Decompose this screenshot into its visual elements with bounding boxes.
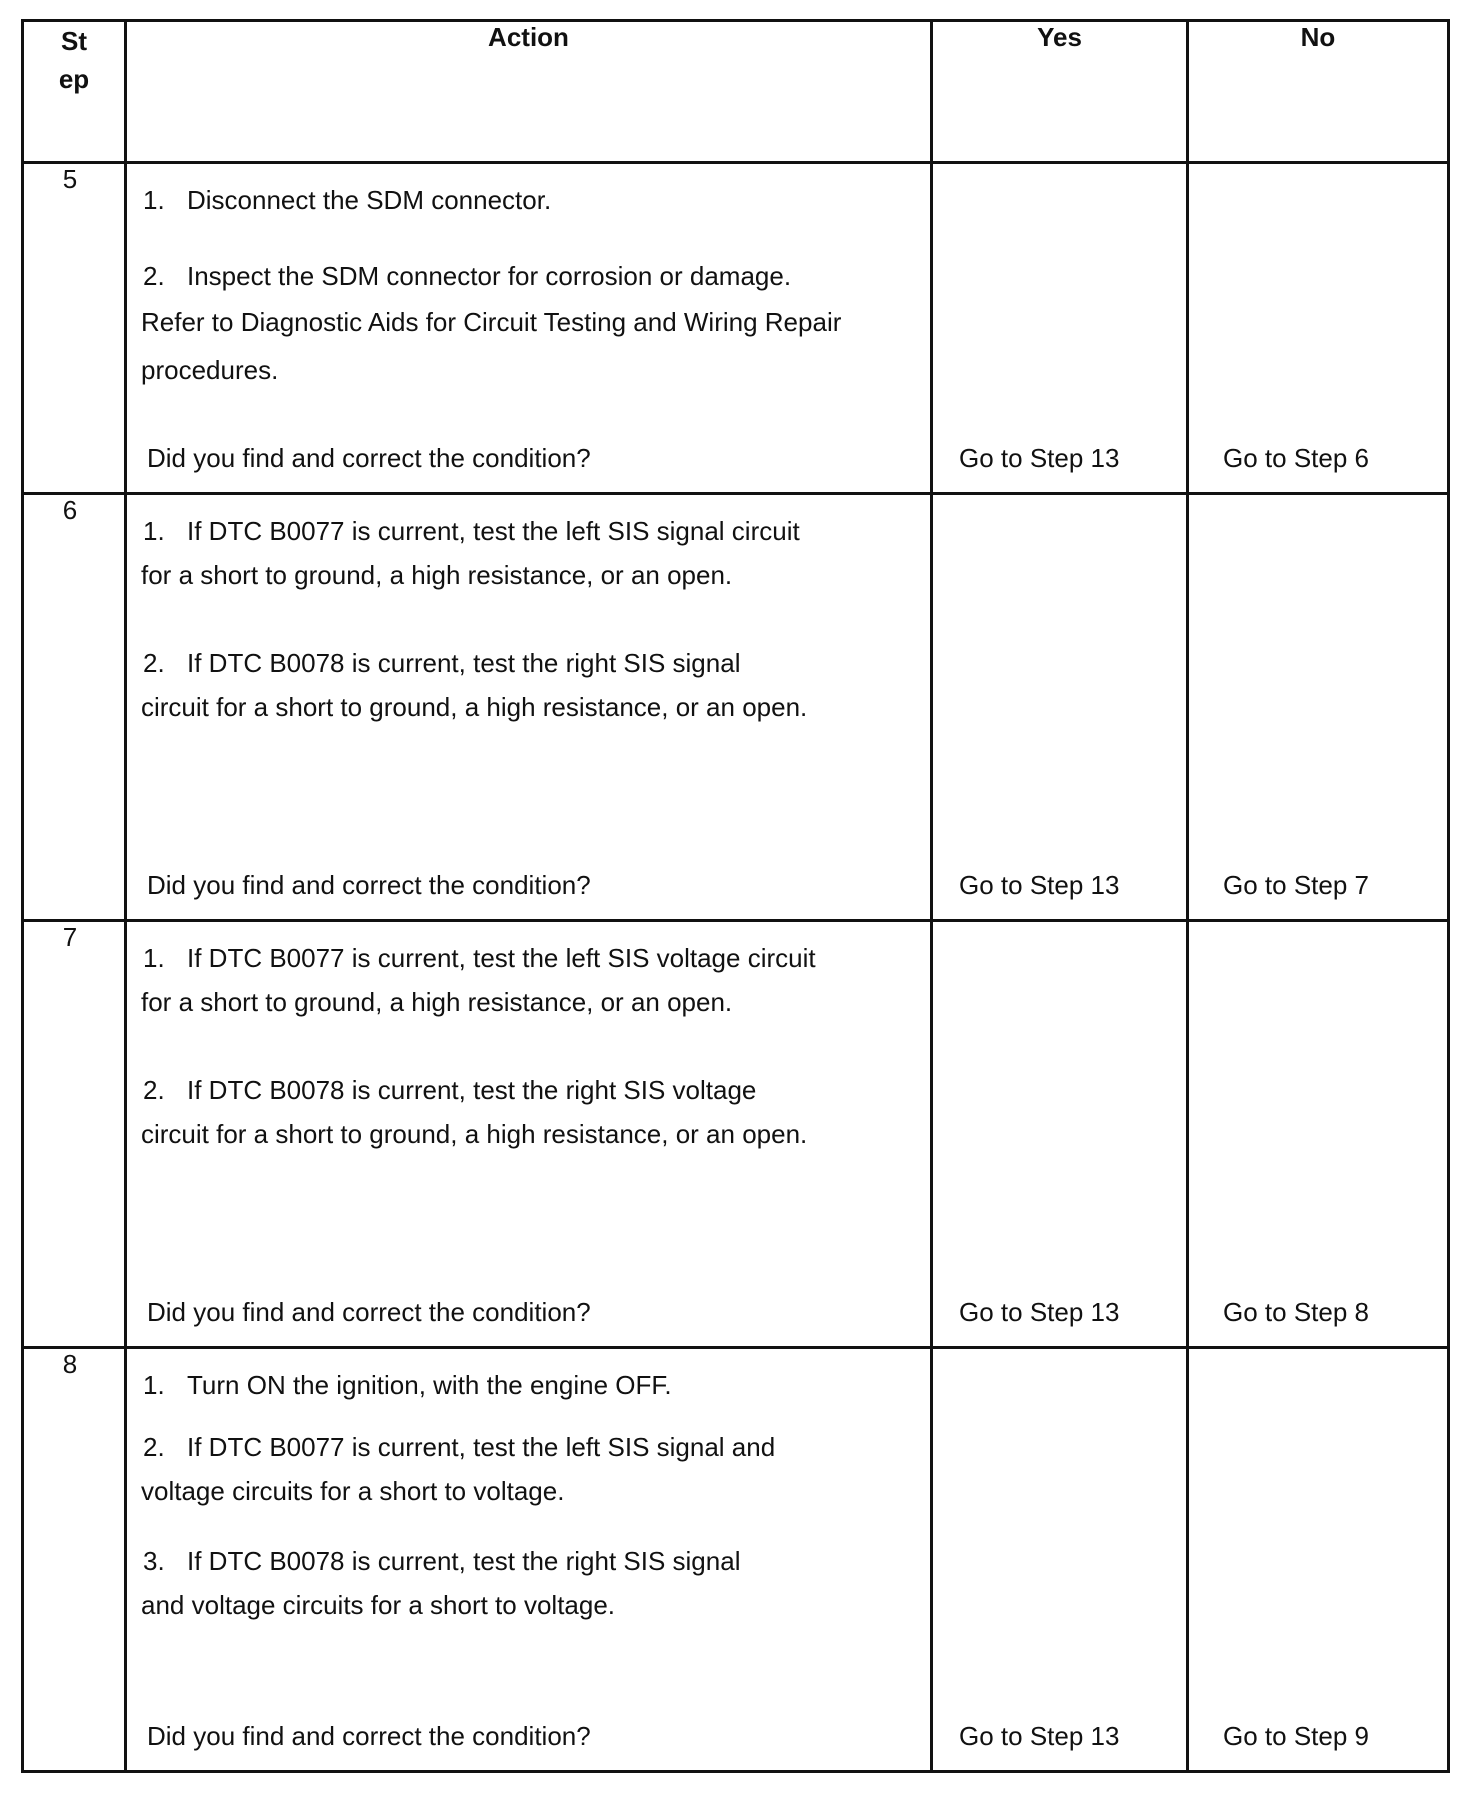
no-answer: Go to Step 8 <box>1223 1297 1369 1327</box>
yes-answer: Go to Step 13 <box>959 1297 1120 1327</box>
action-item <box>141 1363 900 1407</box>
item-number: 1. <box>143 943 165 973</box>
item-number: 3. <box>143 1546 165 1576</box>
question-text: Did you find and correct the condition? <box>147 1297 591 1327</box>
yes-answer: Go to Step 13 <box>959 1721 1120 1751</box>
action-cell <box>126 921 932 1348</box>
header-step <box>23 21 126 163</box>
step-number: 5 <box>23 163 126 494</box>
item-text: If DTC B0077 is current, test the left SIS voltage circuit <box>187 943 816 973</box>
yes-cell <box>932 494 1188 921</box>
item-number: 2. <box>143 1075 165 1105</box>
yes-answer: Go to Step 13 <box>959 870 1120 900</box>
action-steps <box>141 178 900 394</box>
note-text: Refer to Diagnostic Aids for Circuit Testing and Wiring Repair <box>141 307 842 337</box>
no-cell <box>1188 494 1449 921</box>
header-action: Action <box>126 21 932 163</box>
no-cell <box>1188 921 1449 1348</box>
header-row <box>23 21 1449 163</box>
action-item <box>141 936 900 1024</box>
question-text: Did you find and correct the condition? <box>147 443 591 473</box>
yes-answer: Go to Step 13 <box>959 443 1120 473</box>
item-text: Turn ON the ignition, with the engine OFF. <box>187 1370 672 1400</box>
table-row <box>23 494 1449 921</box>
note-text: procedures. <box>141 355 279 385</box>
action-item <box>141 509 900 597</box>
action-cell <box>126 163 932 494</box>
item-number: 2. <box>143 648 165 678</box>
action-steps <box>141 936 900 1156</box>
no-cell <box>1188 1348 1449 1772</box>
item-text: If DTC B0078 is current, test the right SIS signal <box>187 1546 741 1576</box>
question-text: Did you find and correct the condition? <box>147 1721 591 1751</box>
yes-cell <box>932 921 1188 1348</box>
item-number: 1. <box>143 185 165 215</box>
item-text: for a short to ground, a high resistance, or an open. <box>141 560 733 590</box>
header-step-line1: St <box>61 26 87 56</box>
item-text: and voltage circuits for a short to voltage. <box>141 1590 616 1620</box>
step-number: 8 <box>23 1348 126 1772</box>
item-text: voltage circuits for a short to voltage. <box>141 1476 565 1506</box>
item-number: 1. <box>143 516 165 546</box>
yes-cell <box>932 1348 1188 1772</box>
item-number: 2. <box>143 261 165 291</box>
item-text: circuit for a short to ground, a high resistance, or an open. <box>141 1119 808 1149</box>
table-row <box>23 1348 1449 1772</box>
item-text: Inspect the SDM connector for corrosion or damage. <box>187 261 792 291</box>
action-item <box>141 1425 900 1513</box>
question-text: Did you find and correct the condition? <box>147 870 591 900</box>
item-number: 2. <box>143 1432 165 1462</box>
action-steps <box>141 509 900 729</box>
action-note <box>141 298 900 394</box>
step-number: 7 <box>23 921 126 1348</box>
step-number: 6 <box>23 494 126 921</box>
diagnostic-table <box>21 19 1450 1773</box>
item-text: If DTC B0077 is current, test the left SIS signal circuit <box>187 516 800 546</box>
no-answer: Go to Step 6 <box>1223 443 1369 473</box>
action-item <box>141 1539 900 1627</box>
item-text: If DTC B0077 is current, test the left SIS signal and <box>187 1432 776 1462</box>
item-text: circuit for a short to ground, a high resistance, or an open. <box>141 692 808 722</box>
item-text: Disconnect the SDM connector. <box>187 185 552 215</box>
yes-cell <box>932 163 1188 494</box>
action-cell <box>126 1348 932 1772</box>
table-row <box>23 921 1449 1348</box>
header-yes: Yes <box>932 21 1188 163</box>
item-number: 1. <box>143 1370 165 1400</box>
item-text: If DTC B0078 is current, test the right SIS signal <box>187 648 741 678</box>
action-item <box>141 641 900 729</box>
no-answer: Go to Step 7 <box>1223 870 1369 900</box>
header-step-line2: ep <box>58 64 90 94</box>
action-item <box>141 254 900 298</box>
no-answer: Go to Step 9 <box>1223 1721 1369 1751</box>
action-steps <box>141 1363 900 1627</box>
action-item <box>141 1068 900 1156</box>
action-item <box>141 178 900 222</box>
item-text: for a short to ground, a high resistance, or an open. <box>141 987 733 1017</box>
action-cell <box>126 494 932 921</box>
no-cell <box>1188 163 1449 494</box>
table-row <box>23 163 1449 494</box>
item-text: If DTC B0078 is current, test the right SIS voltage <box>187 1075 757 1105</box>
header-no: No <box>1188 21 1449 163</box>
